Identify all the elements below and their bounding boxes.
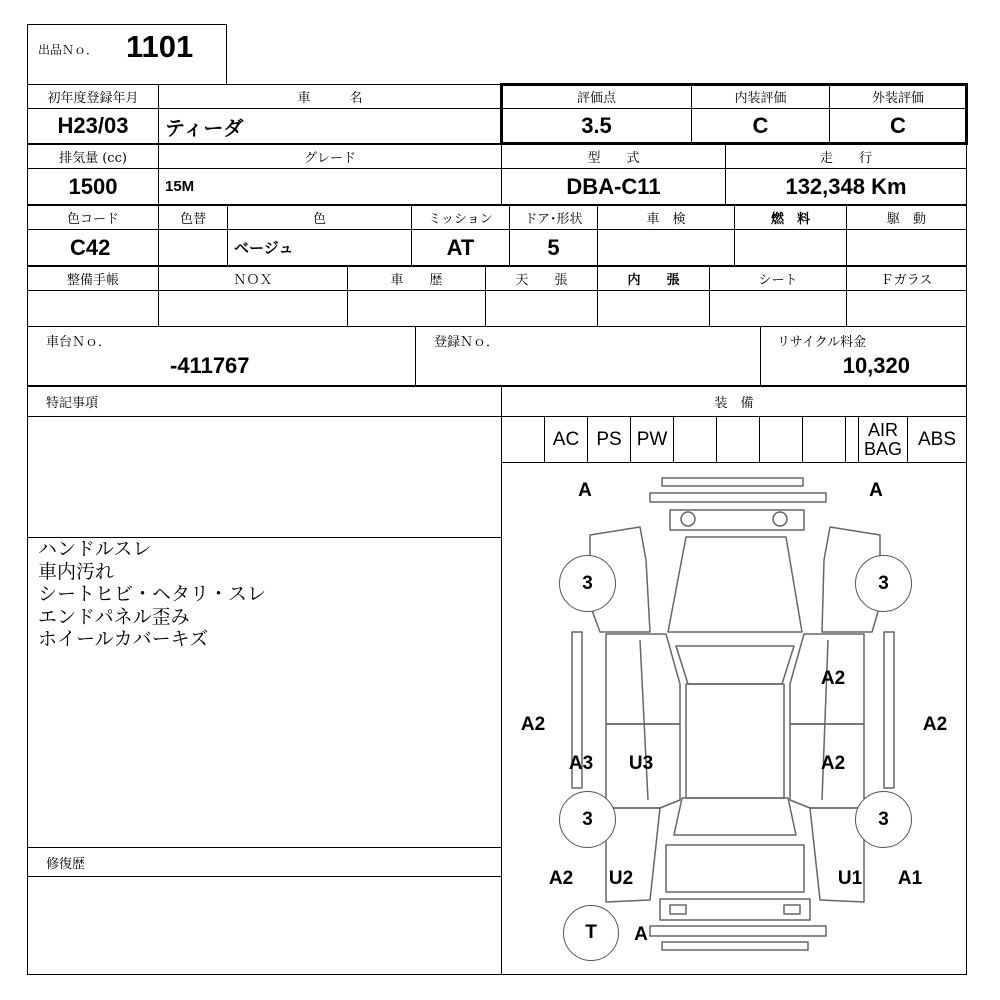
interior-trim-label: 内 張 <box>597 266 710 291</box>
damage-mark: U3 <box>628 753 654 774</box>
door-shape-value: 5 <box>509 229 598 266</box>
inspection-label: 車 検 <box>597 205 735 230</box>
vehicle-history-label: 車 歴 <box>347 266 486 291</box>
front-bumper-outline <box>662 478 803 486</box>
displacement-label: 排気量 (cc) <box>27 144 159 169</box>
damage-mark: A2 <box>520 714 546 735</box>
drive-label: 駆 動 <box>846 205 967 230</box>
door-shape-label: ドア･形状 <box>509 205 598 230</box>
nox-label: ＮＯＸ <box>158 266 348 291</box>
tire-front-right: 3 <box>855 555 912 612</box>
registration-number-label: 登録Ｎｏ． <box>434 335 500 350</box>
mileage-value: 132,348 Km <box>725 168 967 205</box>
right-mirror-outline <box>884 632 894 788</box>
remark-line: ホイールカバーキズ <box>38 629 209 650</box>
first-registration-value: H23/03 <box>27 108 159 144</box>
transmission-value: AT <box>411 229 510 266</box>
damage-mark: A <box>578 480 592 501</box>
grade-label: グレード <box>158 144 502 169</box>
tailgate-outline <box>666 845 804 892</box>
interior-grade-value: C <box>691 108 830 144</box>
recycle-fee-label: リサイクル料金 <box>777 335 867 350</box>
roof-outline <box>686 684 784 798</box>
windshield-outline <box>676 646 794 684</box>
remark-line: シートヒビ・ヘタリ・スレ <box>38 584 267 605</box>
color-change-label: 色替 <box>158 205 228 230</box>
score-label: 評価点 <box>501 84 692 109</box>
equipment-pw: PW <box>630 416 674 463</box>
damage-mark: A <box>634 924 648 945</box>
hood-outline <box>668 537 802 632</box>
equipment-abs: ABS <box>907 416 967 463</box>
score-value: 3.5 <box>501 108 692 144</box>
exterior-grade-value: C <box>829 108 967 144</box>
equipment-airbag: AIR BAG <box>858 416 908 463</box>
chassis-number-value: -411767 <box>170 353 250 378</box>
lot-number-label: 出品Ｎｏ． <box>38 43 99 57</box>
tire-front-left: 3 <box>559 555 616 612</box>
equipment-ac: AC <box>544 416 588 463</box>
damage-mark: A2 <box>820 668 846 689</box>
remark-line: エンドパネル歪み <box>38 606 190 628</box>
color-value: ベージュ <box>227 229 412 266</box>
front-bumper-outline <box>650 493 826 502</box>
headliner-label: 天 張 <box>485 266 598 291</box>
car-name-value: ティーダ <box>158 108 502 144</box>
damage-mark: A2 <box>820 753 846 774</box>
damage-mark: A3 <box>568 753 594 774</box>
transmission-label: ミッション <box>411 205 510 230</box>
damage-mark: U2 <box>608 868 634 889</box>
tire-rear-left: 3 <box>559 791 616 848</box>
model-code-label: 型 式 <box>501 144 726 169</box>
mileage-label: 走 行 <box>725 144 967 169</box>
maintenance-record-label: 整備手帳 <box>27 266 159 291</box>
remark-line: 車内汚れ <box>38 561 115 583</box>
equipment-label: 装 備 <box>501 386 967 417</box>
damage-mark: U1 <box>837 868 863 889</box>
rear-bumper-outline <box>650 926 826 936</box>
grade-value: 15M <box>158 168 502 205</box>
repair-history-label: 修復歴 <box>27 847 502 877</box>
color-code-label: 色コード <box>27 205 159 230</box>
remarks-label: 特記事項 <box>27 386 502 417</box>
color-code-value: C42 <box>27 229 159 266</box>
spare-tire: T <box>563 905 619 961</box>
damage-mark: A <box>869 480 883 501</box>
equipment-ps: PS <box>587 416 631 463</box>
exterior-grade-label: 外装評価 <box>829 84 967 109</box>
displacement-value: 1500 <box>27 168 159 205</box>
damage-mark: A2 <box>922 714 948 735</box>
tire-rear-right: 3 <box>855 791 912 848</box>
seat-label: シート <box>709 266 847 291</box>
rear-glass-outline <box>674 798 796 835</box>
fuel-label: 燃 料 <box>734 205 847 230</box>
rear-bumper-outline <box>660 899 810 920</box>
remark-line: ハンドルスレ <box>38 539 152 560</box>
chassis-number-label: 車台Ｎｏ． <box>46 335 112 350</box>
model-code-value: DBA-C11 <box>501 168 726 205</box>
rear-bumper-outline <box>662 942 808 950</box>
lot-number-value: 1101 <box>126 29 194 64</box>
car-name-label: 車 名 <box>158 84 502 109</box>
color-label: 色 <box>227 205 412 230</box>
damage-mark: A2 <box>548 868 574 889</box>
interior-grade-label: 内装評価 <box>691 84 830 109</box>
recycle-fee-value: 10,320 <box>842 353 910 378</box>
damage-mark: A1 <box>897 868 923 889</box>
front-glass-label: Ｆガラス <box>846 266 967 291</box>
first-registration-label: 初年度登録年月 <box>27 84 159 109</box>
